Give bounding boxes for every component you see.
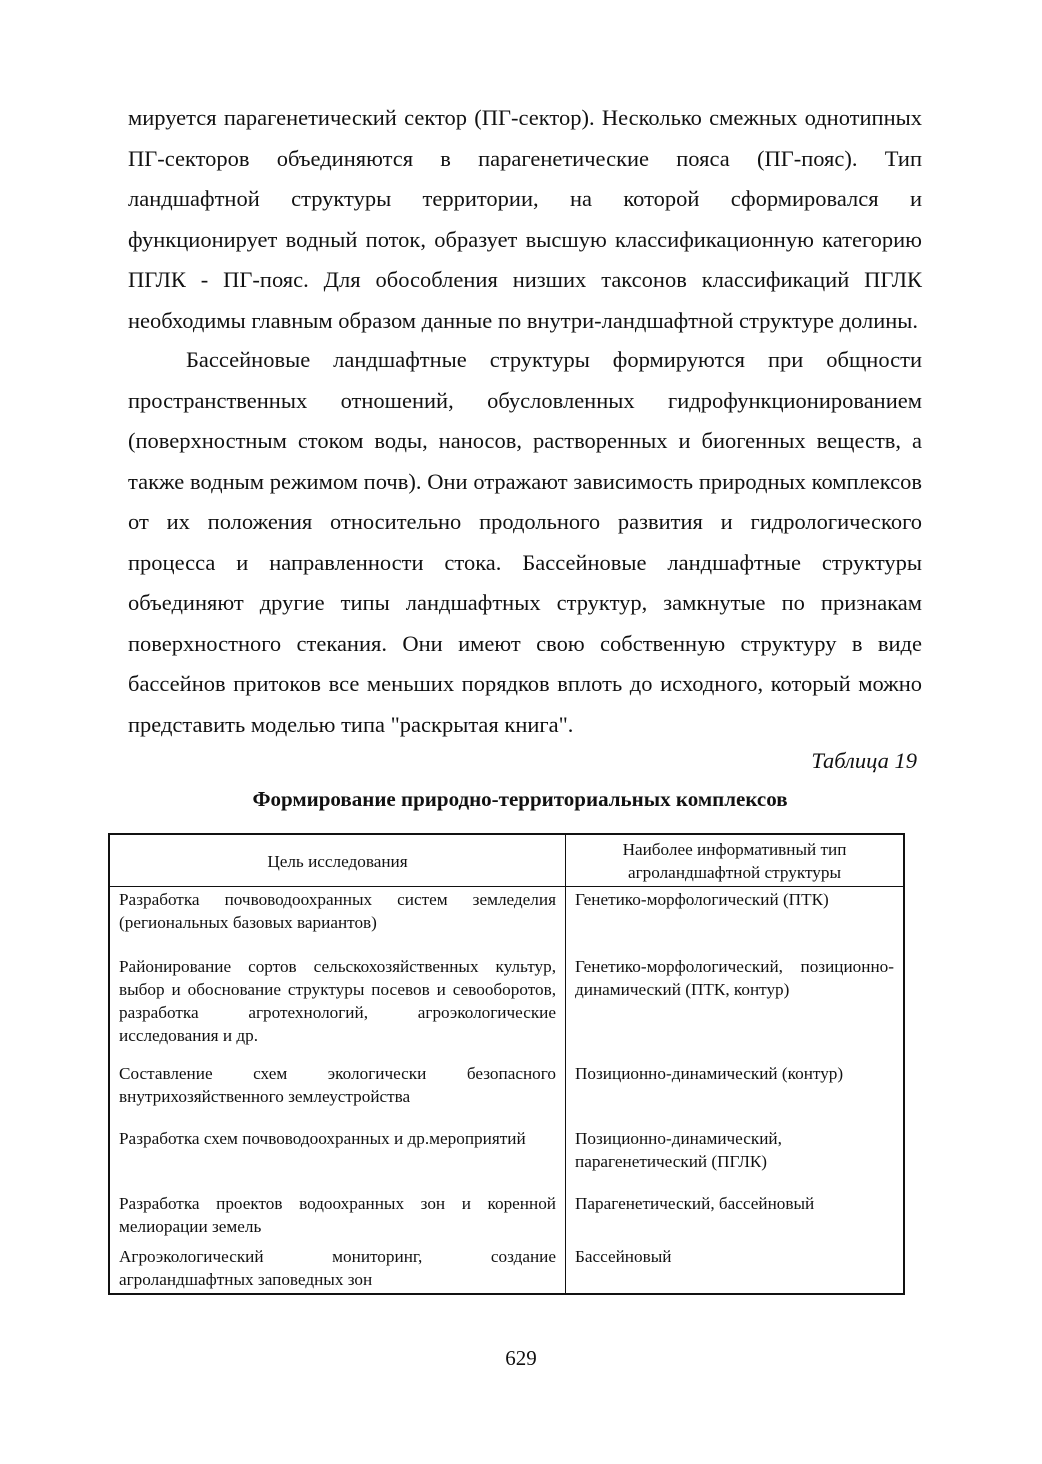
cell-type: Бассейновый: [566, 1244, 905, 1294]
column-header-type: Наиболее информативный тип агроландшафтной структуры: [566, 834, 905, 887]
table-row: [109, 1126, 904, 1191]
cell-goal: Районирование сортов сельскохозяйственных культур, выбор и обоснование структуры посевов и севооборотов, разработка агротехнологий, агроэкологические исследования и др.: [109, 954, 566, 1061]
table-caption: Таблица 19: [811, 748, 917, 773]
cell-type: Позиционно-динамический (контур): [566, 1061, 905, 1126]
table-row: [109, 887, 904, 955]
cell-type: Парагенетический, бассейновый: [566, 1191, 905, 1244]
cell-goal: Составление схем экологически безопасного внутрихозяйственного землеустройства: [109, 1061, 566, 1126]
table-header-row: [109, 834, 904, 887]
cell-type: Генетико-морфологический, позиционно-динамический (ПТК, контур): [566, 954, 905, 1061]
cell-goal: Разработка схем почвоводоохранных и др.мероприятий: [109, 1126, 566, 1191]
cell-goal: Агроэкологический мониторинг, создание агроландшафтных заповедных зон: [109, 1244, 566, 1294]
cell-type: Позиционно-динамический, парагенетический (ПГЛК): [566, 1126, 905, 1191]
body-paragraph-2: Бассейновые ландшафтные структуры формируются при общности пространственных отношений, обусловленных гидрофункционированием (поверхностным стоком воды, наносов, растворенных и биогенных веществ, а также водным режимом почв). Они отражают зависимость природных комплексов от их положения относительно продольного развития и гидрологического процесса и направленности стока. Бассейновые ландшафтные структуры объединяют другие типы ландшафтных структур, замкнутые по признакам поверхностного стекания. Они имеют свою собственную структуру в виде бассейнов притоков все меньших порядков вплоть до исходного, который можно представить моделью типа "раскрытая книга".: [128, 347, 922, 737]
cell-goal: Разработка проектов водоохранных зон и коренной мелиорации земель: [109, 1191, 566, 1244]
table-row: [109, 1244, 904, 1294]
table-row: [109, 1061, 904, 1126]
cell-type: Генетико-морфологический (ПТК): [566, 887, 905, 955]
column-header-goal: Цель исследования: [109, 834, 566, 887]
body-paragraph-1: мируется парагенетический сектор (ПГ-сектор). Несколько смежных однотипных ПГ-секторов объединяются в парагенетические пояса (ПГ-пояс). Тип ландшафтной структуры территории, на которой сформировался и функционирует водный поток, образует высшую классификационную категорию ПГЛК - ПГ-пояс. Для обособления низших таксонов классификаций ПГЛК необходимы главным образом данные по внутри-ландшафтной структуре долины.: [128, 105, 922, 333]
table-row: [109, 1191, 904, 1244]
cell-goal: Разработка почвоводоохранных систем земледелия (региональных базовых вариантов): [109, 887, 566, 955]
data-table: [108, 833, 905, 1295]
page-number: 629: [505, 1346, 537, 1370]
table-title: Формирование природно-территориальных комплексов: [252, 787, 788, 811]
table-row: [109, 954, 904, 1061]
